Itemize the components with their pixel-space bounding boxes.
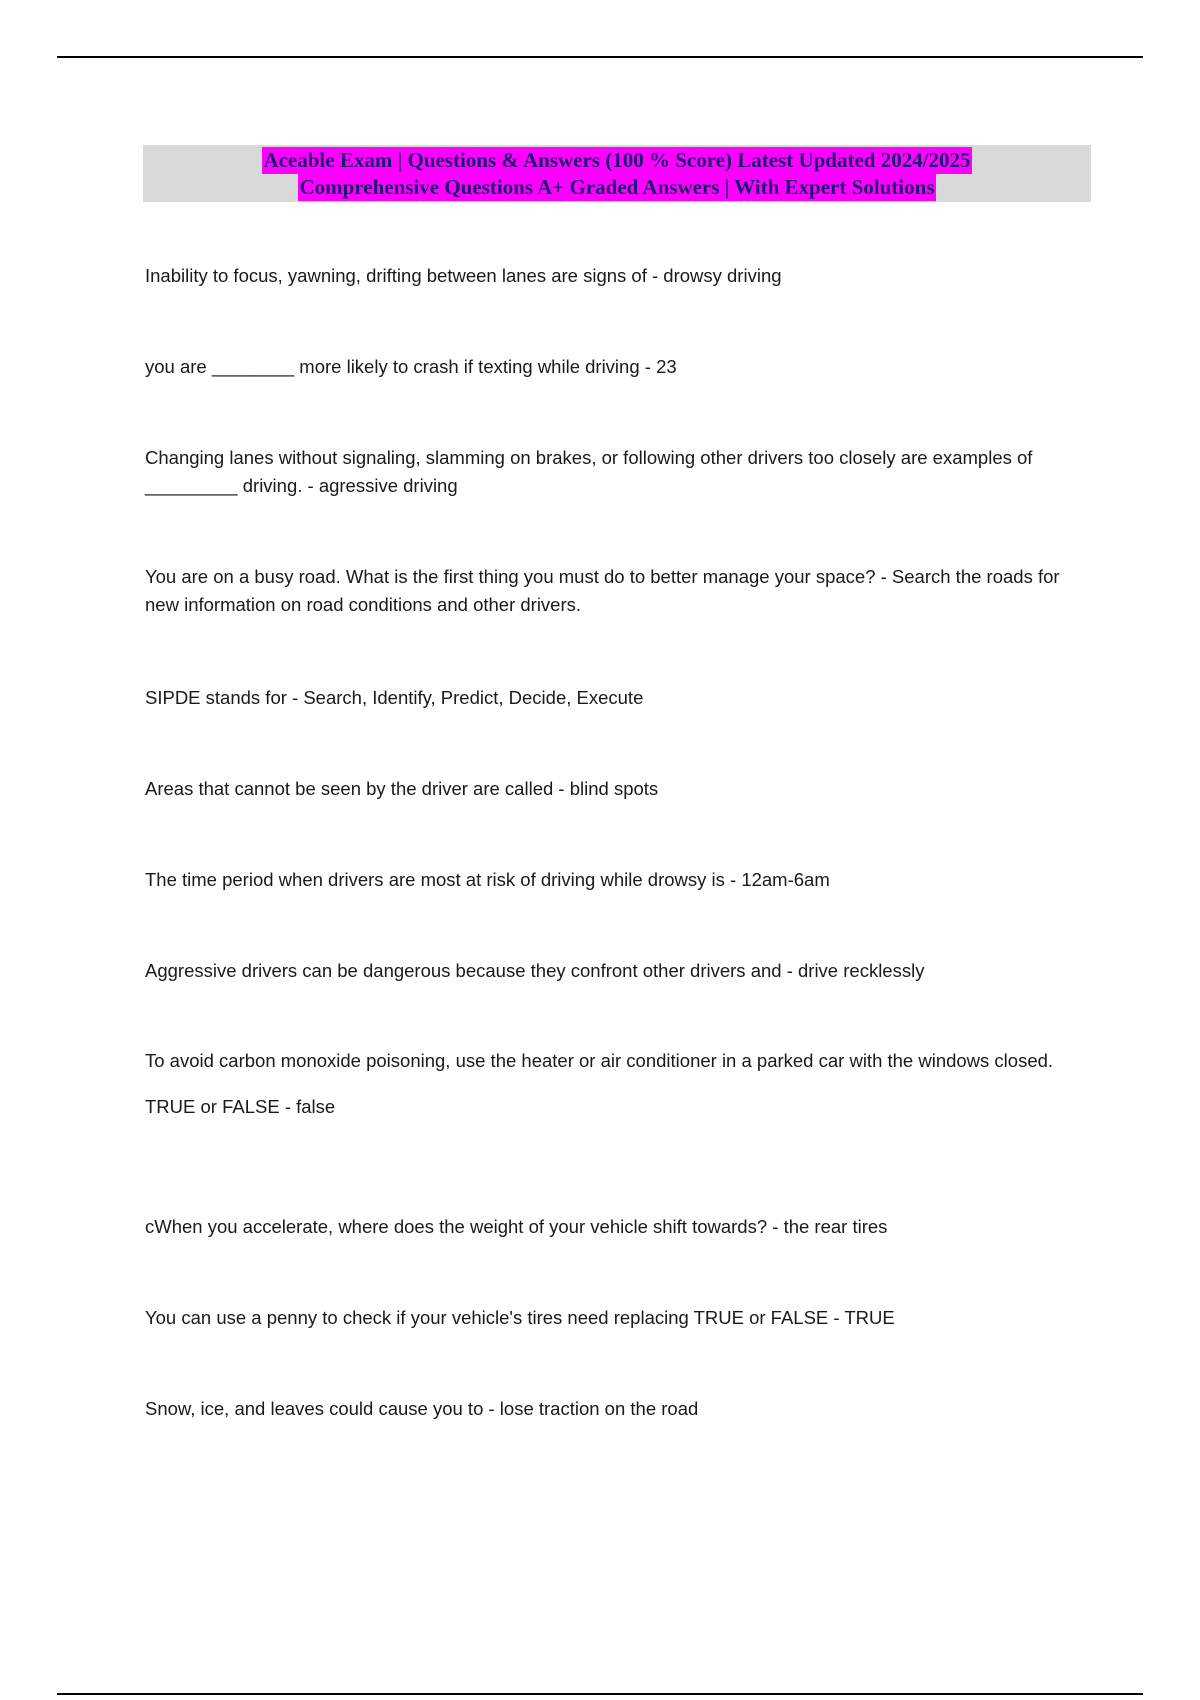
document-title-line-1: Aceable Exam | Questions & Answers (100 % Score) Latest Updated 2024/2025 (263, 147, 971, 172)
qa-item-text: Inability to focus, yawning, drifting between lanes are signs of - drowsy driving (145, 265, 782, 286)
qa-item (145, 1304, 1095, 1332)
qa-item (145, 684, 1095, 712)
qa-item-text: Snow, ice, and leaves could cause you to - lose traction on the road (145, 1398, 699, 1419)
qa-item (145, 957, 1095, 985)
qa-item-text: You can use a penny to check if your vehicle's tires need replacing TRUE or FALSE - TRUE (145, 1307, 895, 1328)
qa-item-answer: TRUE or FALSE - false (145, 1096, 336, 1117)
qa-item (145, 1047, 1095, 1121)
qa-item (145, 563, 1095, 619)
qa-item-text: SIPDE stands for - Search, Identify, Predict, Decide, Execute (145, 687, 644, 708)
qa-item-text: To avoid carbon monoxide poisoning, use the heater or air conditioner in a parked car with the windows closed. (145, 1050, 1054, 1071)
qa-item-text: Changing lanes without signaling, slamming on brakes, or following other drivers too closely are examples of _________ driving. - agressive driving (145, 447, 1033, 496)
bottom-rule (57, 1693, 1143, 1695)
qa-item (145, 1395, 1095, 1423)
document-title-line-2: Comprehensive Questions A+ Graded Answers | With Expert Solutions (299, 174, 935, 199)
qa-item-text: The time period when drivers are most at risk of driving while drowsy is - 12am-6am (145, 869, 830, 890)
document-title-band (143, 145, 1091, 202)
qa-item (145, 353, 1095, 381)
qa-item-text: You are on a busy road. What is the first thing you must do to better manage your space? - Search the roads for new information on road conditions and other drivers. (145, 566, 1060, 615)
qa-item-text: you are ________ more likely to crash if texting while driving - 23 (145, 356, 677, 377)
qa-item-text: Areas that cannot be seen by the driver are called - blind spots (145, 778, 659, 799)
top-rule (57, 56, 1143, 58)
qa-item (145, 1213, 1095, 1241)
qa-item (145, 444, 1095, 500)
qa-item (145, 262, 1095, 290)
qa-item-text: Aggressive drivers can be dangerous because they confront other drivers and - drive recklessly (145, 960, 925, 981)
qa-item (145, 866, 1095, 894)
qa-item-text: cWhen you accelerate, where does the weight of your vehicle shift towards? - the rear tires (145, 1216, 888, 1237)
qa-item (145, 775, 1095, 803)
